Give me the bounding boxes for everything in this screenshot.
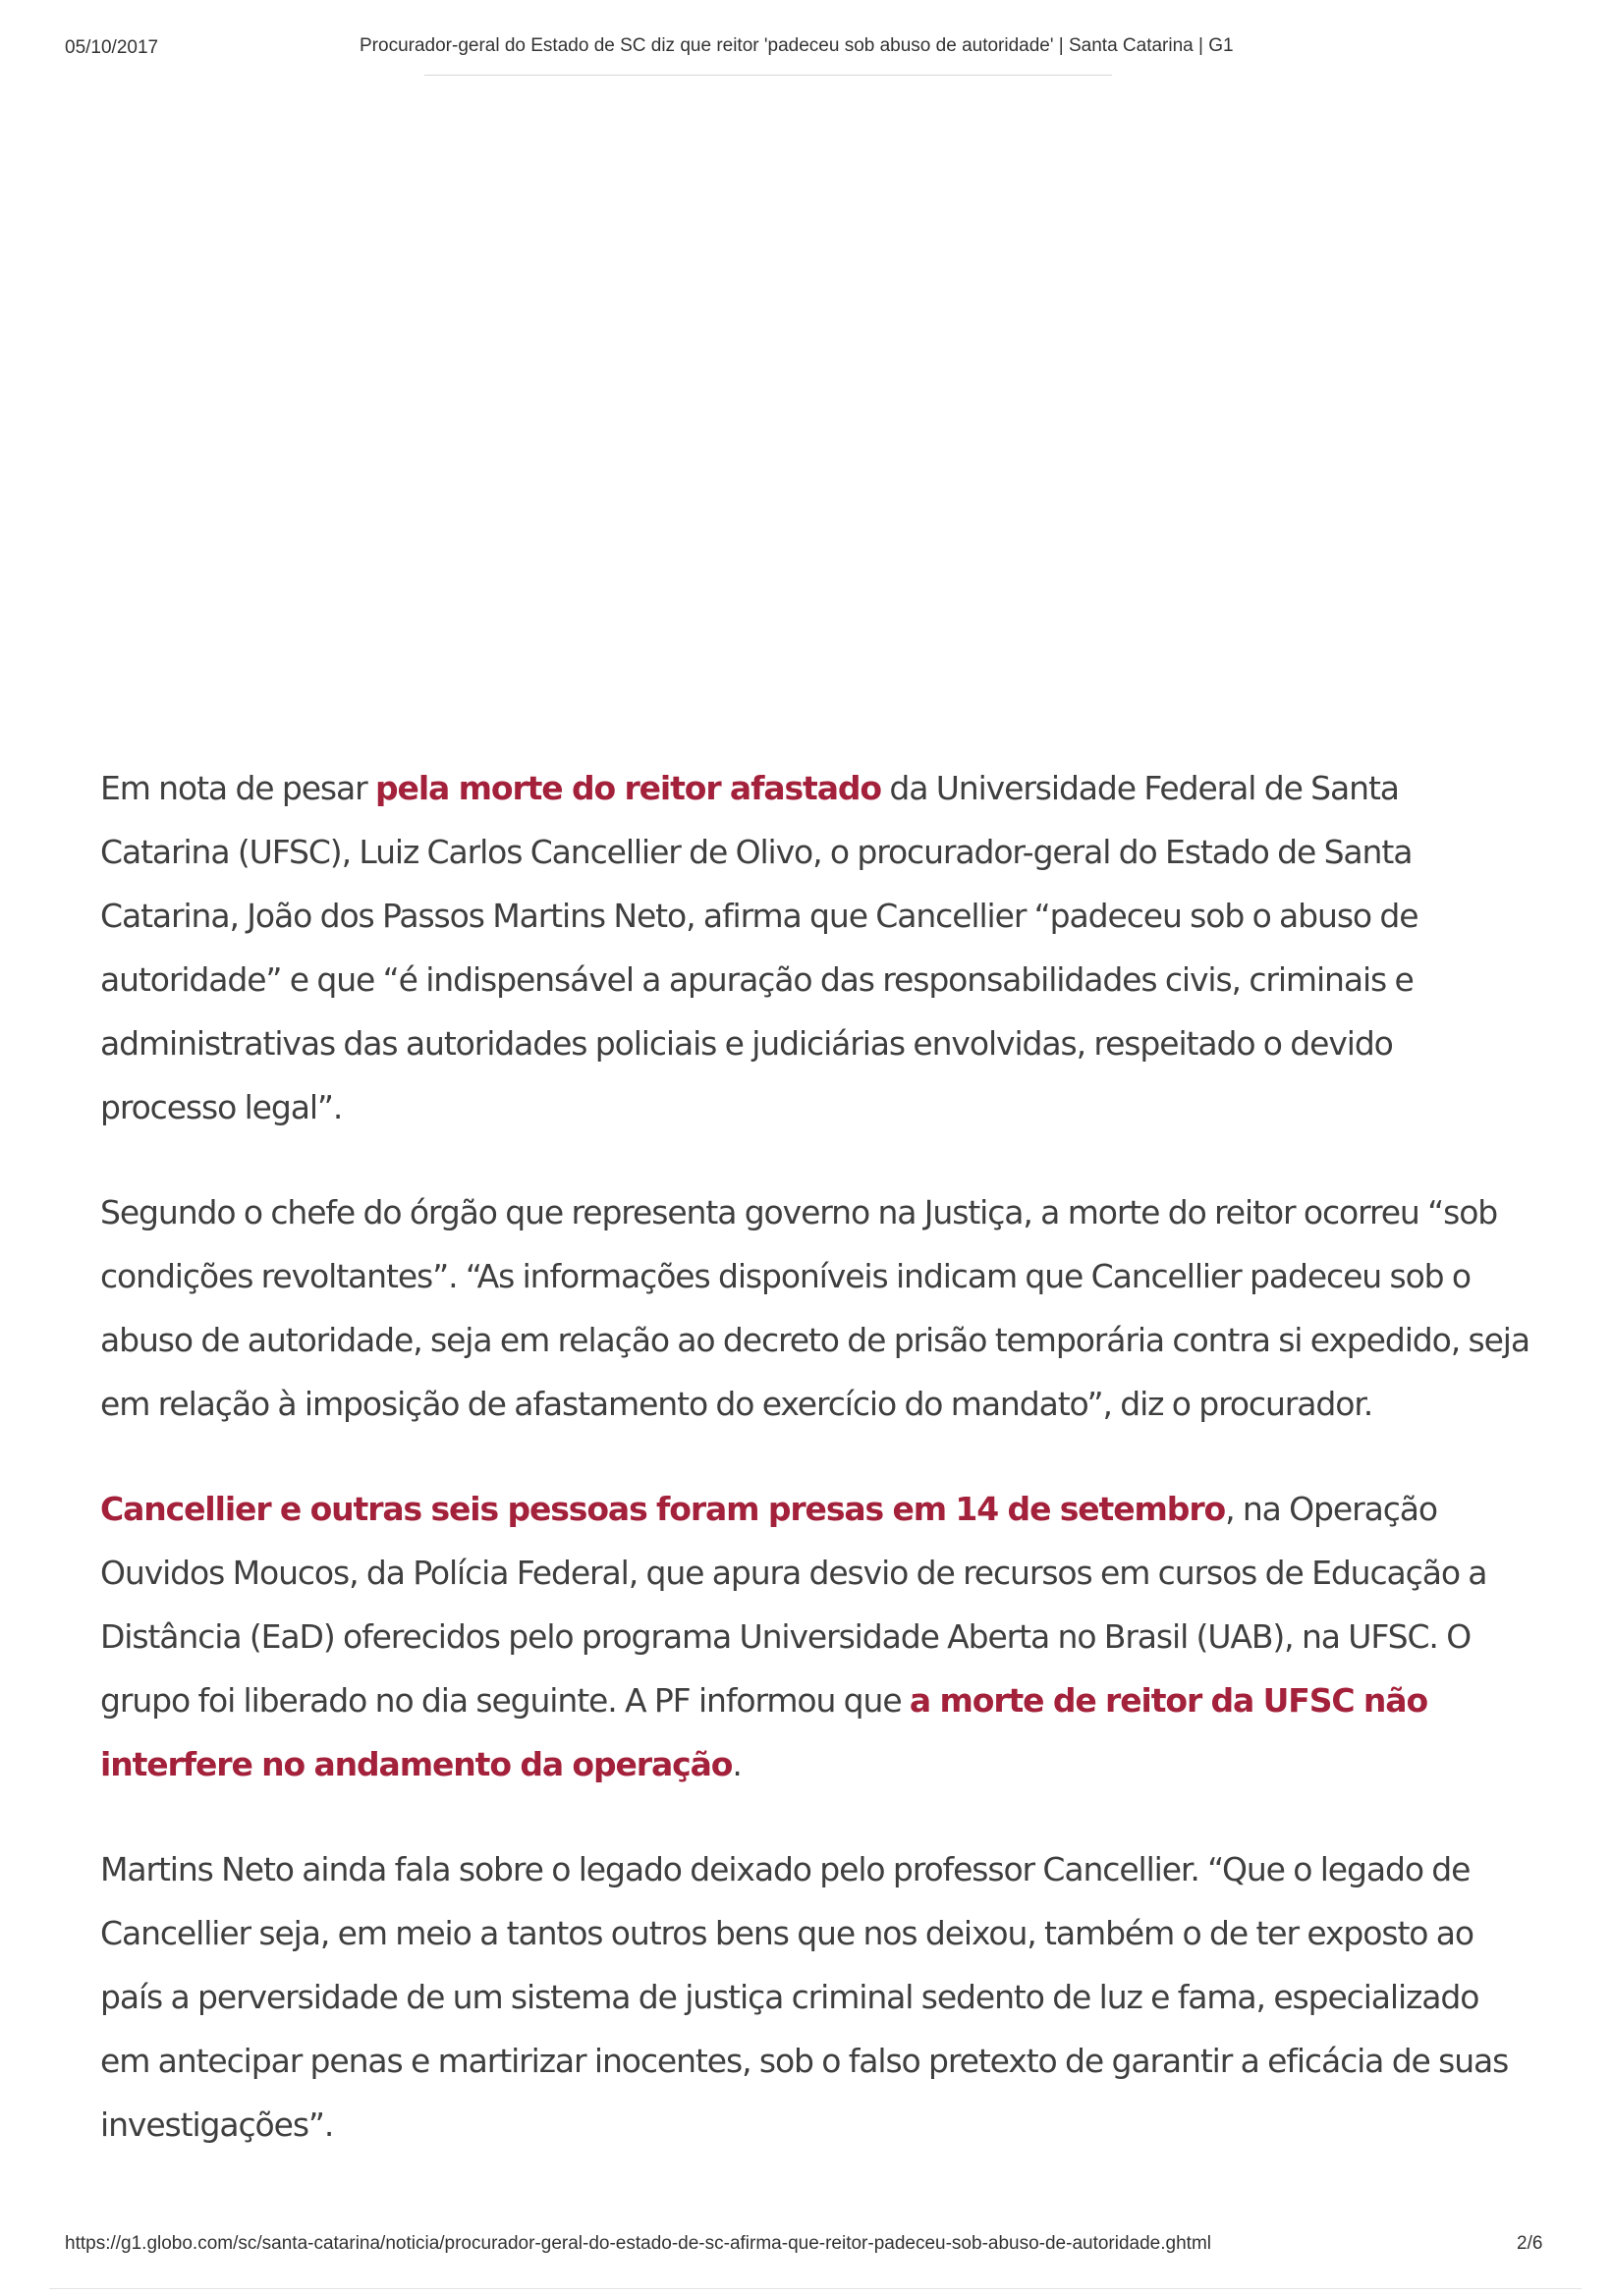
print-date: 05/10/2017 — [65, 37, 159, 58]
paragraph-1 — [100, 756, 1534, 1139]
link-morte-reitor[interactable]: pela morte do reitor afastado — [375, 769, 881, 807]
link-prisao-14-setembro[interactable]: Cancellier e outras seis pessoas foram presas em 14 de setembro — [100, 1490, 1226, 1528]
print-url: https://g1.globo.com/sc/santa-catarina/noticia/procurador-geral-do-estado-de-sc-afirma-que-reitor-padeceu-sob-abuso-de-autoridade.ghtml — [65, 2233, 1211, 2254]
paragraph-3-text-b: . — [732, 1745, 742, 1783]
paragraph-3-text-a: , na Operação Ouvidos Moucos, da Polícia Federal, que apura desvio de recursos em cursos de Educação a Distância (EaD) oferecidos pelo programa Universidade Aberta no Brasil (UAB), na UFSC. O grupo foi liberado no dia seguinte. A PF informou que — [100, 1490, 1487, 1720]
page-number: 2/6 — [1517, 2233, 1543, 2254]
link-morte-nao-interfere[interactable]: a morte de reitor da UFSC não interfere no andamento da operação — [100, 1681, 1428, 1783]
paragraph-1-text-a: Em nota de pesar — [100, 769, 376, 807]
paragraph-3 — [100, 1477, 1534, 1796]
paragraph-2: Segundo o chefe do órgão que representa governo na Justiça, a morte do reitor ocorreu “sob condições revoltantes”. “As informações disponíveis indicam que Cancellier padeceu sob o abuso de autoridade, seja em relação ao decreto de prisão temporária contra si expedido, seja em relação à imposição de afastamento do exercício do mandato”, diz o procurador. — [100, 1193, 1529, 1423]
header-divider — [424, 75, 1112, 76]
scan-edge-line — [49, 2288, 1582, 2289]
paragraph-4: Martins Neto ainda fala sobre o legado deixado pelo professor Cancellier. “Que o legado de Cancellier seja, em meio a tantos outros bens que nos deixou, também o de ter exposto ao país a perversidade de um sistema de justiça criminal sedento de luz e fama, especializado em antecipar penas e martirizar inocentes, sob o falso pretexto de garantir a eficácia de suas investigações”. — [100, 1850, 1509, 2144]
article-body — [100, 756, 1534, 2198]
paragraph-1-text-b: da Universidade Federal de Santa Catarina (UFSC), Luiz Carlos Cancellier de Olivo, o procurador-geral do Estado de Santa Catarina, João dos Passos Martins Neto, afirma que Cancellier “padeceu sob o abuso de autoridade” e que “é indispensável a apuração das responsabilidades civis, criminais e administrativas das autoridades policiais e judiciárias envolvidas, respeitado o devido processo legal”. — [100, 769, 1418, 1126]
print-page-title: Procurador-geral do Estado de SC diz que reitor 'padeceu sob abuso de autoridade' | Santa Catarina | G1 — [360, 35, 1234, 56]
